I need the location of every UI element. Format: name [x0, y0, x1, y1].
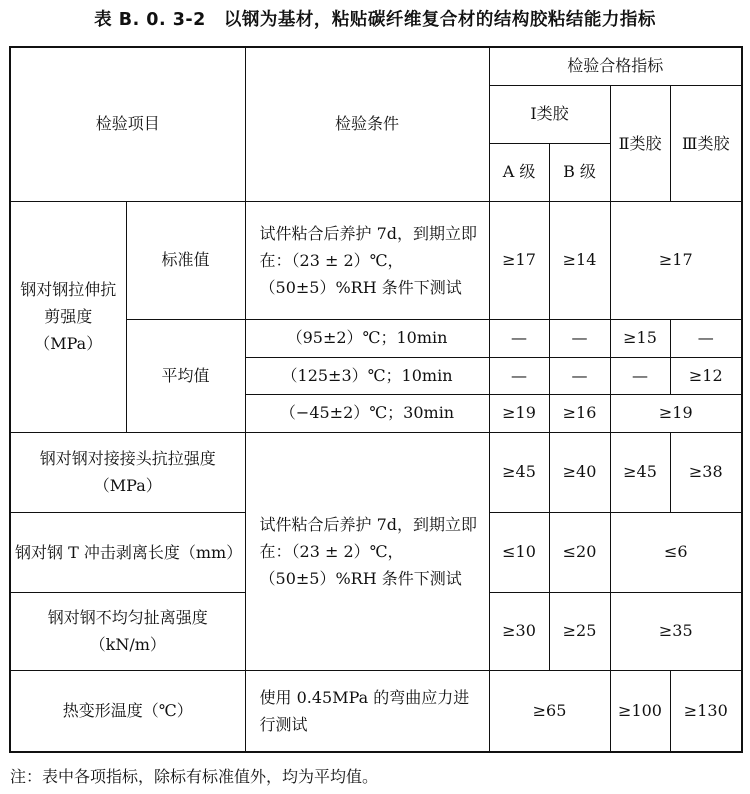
cell-shear-standard-b: ≥14: [549, 201, 610, 319]
table-title: 表 B. 0. 3-2 以钢为基材，粘贴碳纤维复合材的结构胶粘结能力指标: [94, 10, 656, 30]
cell-uneven-a: ≥30: [489, 592, 549, 670]
row-shared-condition: 试件粘合后养护 7d，到期立即在：（23 ± 2）℃，（50±5）%RH 条件下测试: [245, 432, 489, 670]
cell-peel-b: ≤20: [549, 512, 610, 592]
row-heat-label: 热变形温度（℃）: [10, 670, 245, 752]
cell-avg3-a: ≥19: [489, 394, 549, 432]
header-class3: Ⅲ类胶: [670, 85, 742, 201]
cell-heat-c3: ≥130: [670, 670, 742, 752]
cell-avg3-b: ≥16: [549, 394, 610, 432]
cell-avg2-c2: —: [610, 357, 670, 394]
row-shear-average-label: 平均值: [126, 319, 245, 432]
row-heat-condition: 使用 0.45MPa 的弯曲应力进行测试: [245, 670, 489, 752]
cell-butt-a: ≥45: [489, 432, 549, 512]
cell-heat-c2: ≥100: [610, 670, 670, 752]
header-item: 检验项目: [10, 47, 245, 201]
table-note: 注：表中各项指标，除标有标准值外，均为平均值。: [10, 767, 379, 786]
cell-avg2-c3: ≥12: [670, 357, 742, 394]
cell-avg3-c23: ≥19: [610, 394, 742, 432]
row-butt-label: 钢对钢对接接头抗拉强度（MPa）: [10, 432, 245, 512]
cell-shear-standard-c23: ≥17: [610, 201, 742, 319]
cell-avg1-c3: —: [670, 319, 742, 357]
cell-butt-b: ≥40: [549, 432, 610, 512]
header-grade-b: B 级: [549, 143, 610, 201]
row-shear-avg2-condition: （125±3）℃；10min: [245, 357, 489, 394]
cell-avg1-b: —: [549, 319, 610, 357]
row-shear-label: 钢对钢拉伸抗剪强度（MPa）: [10, 201, 126, 432]
cell-uneven-b: ≥25: [549, 592, 610, 670]
row-shear-standard-label: 标准值: [126, 201, 245, 319]
row-shear-avg3-condition: （−45±2）℃；30min: [245, 394, 489, 432]
cell-butt-c3: ≥38: [670, 432, 742, 512]
header-class2: Ⅱ类胶: [610, 85, 670, 201]
row-shear-avg1-condition: （95±2）℃；10min: [245, 319, 489, 357]
cell-peel-a: ≤10: [489, 512, 549, 592]
header-criteria: 检验合格指标: [489, 47, 742, 85]
header-condition: 检验条件: [245, 47, 489, 201]
cell-shear-standard-a: ≥17: [489, 201, 549, 319]
spec-table: [9, 46, 743, 753]
cell-avg2-b: —: [549, 357, 610, 394]
cell-avg1-c2: ≥15: [610, 319, 670, 357]
header-grade-a: A 级: [489, 143, 549, 201]
cell-avg1-a: —: [489, 319, 549, 357]
cell-uneven-c23: ≥35: [610, 592, 742, 670]
cell-butt-c2: ≥45: [610, 432, 670, 512]
header-class1: Ⅰ类胶: [489, 85, 610, 143]
row-uneven-label: 钢对钢不均匀扯离强度（kN/m）: [10, 592, 245, 670]
cell-heat-ab: ≥65: [489, 670, 610, 752]
row-peel-label: 钢对钢 T 冲击剥离长度（mm）: [10, 512, 245, 592]
cell-peel-c23: ≤6: [610, 512, 742, 592]
row-shear-standard-condition: 试件粘合后养护 7d，到期立即在：（23 ± 2）℃，（50±5）%RH 条件下测试: [245, 201, 489, 319]
cell-avg2-a: —: [489, 357, 549, 394]
